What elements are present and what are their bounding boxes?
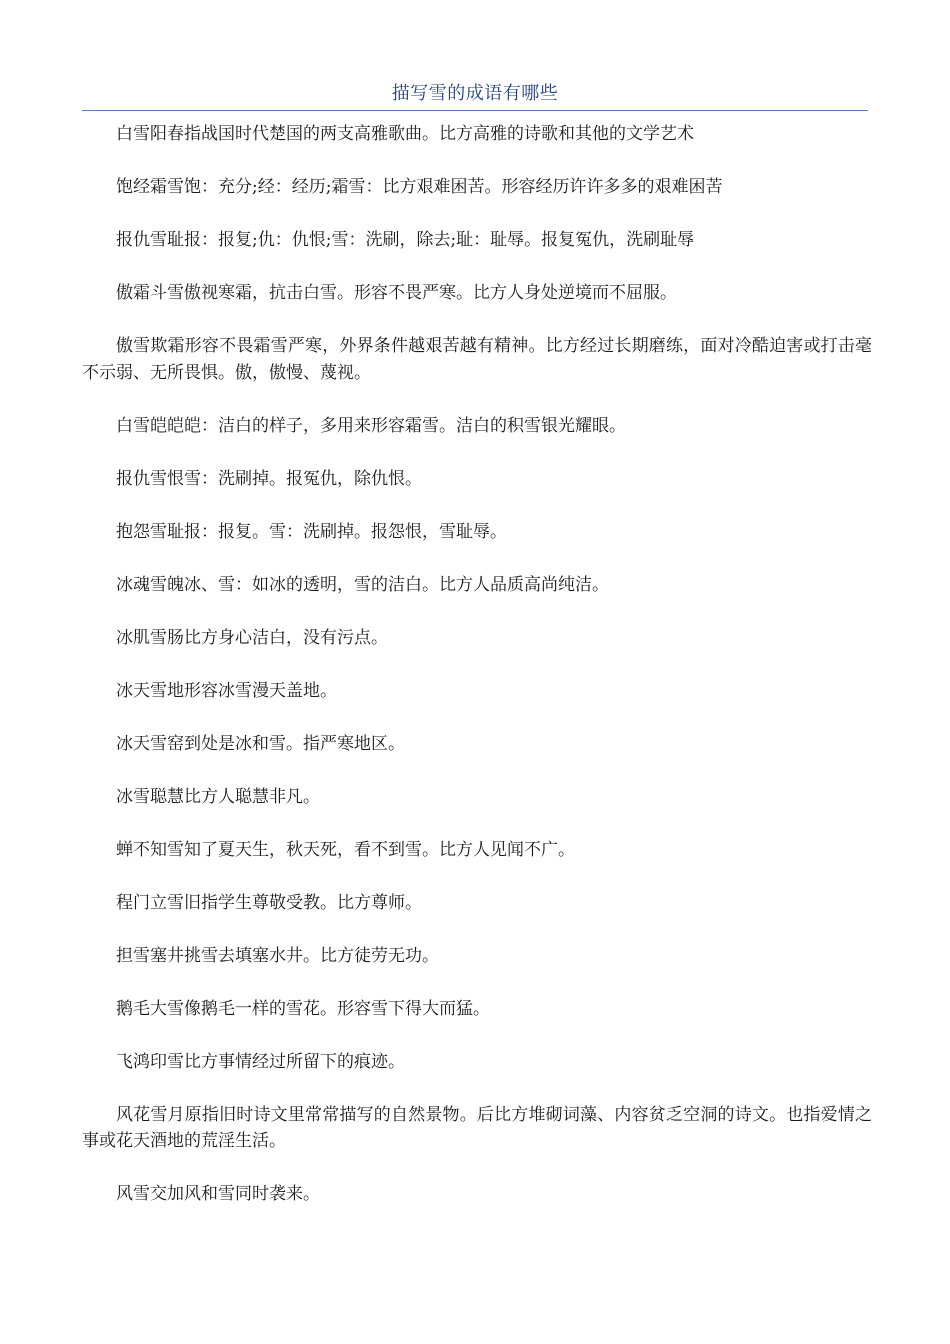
idiom-paragraph-2: 饱经霜雪饱：充分;经：经历;霜雪：比方艰难困苦。形容经历许许多多的艰难困苦	[116, 177, 723, 197]
idiom-paragraph-5: 傲雪欺霜形容不畏霜雪严寒，外界条件越艰苦越有精神。比方经过长期磨练，面对冷酷迫害或打击毫不示弱、无所畏惧。傲，傲慢、蔑视。	[82, 336, 872, 383]
idiom-paragraph-11: 冰天雪地形容冰雪漫天盖地。	[116, 680, 337, 701]
document-body	[82, 121, 872, 1234]
idiom-paragraph-17: 鹅毛大雪像鹅毛一样的雪花。形容雪下得大而猛。	[116, 998, 490, 1019]
idiom-paragraph-1: 白雪阳春指战国时代楚国的两支高雅歌曲。比方高雅的诗歌和其他的文学艺术	[116, 124, 694, 144]
idiom-paragraph-9: 冰魂雪魄冰、雪：如冰的透明，雪的洁白。比方人品质高尚纯洁。	[116, 574, 609, 595]
idiom-paragraph-6: 白雪皑皑皑：洁白的样子，多用来形容霜雪。洁白的积雪银光耀眼。	[116, 415, 626, 436]
idiom-paragraph-18: 飞鸿印雪比方事情经过所留下的痕迹。	[116, 1051, 405, 1072]
idiom-paragraph-12: 冰天雪窑到处是冰和雪。指严寒地区。	[116, 733, 405, 754]
page-title: 描写雪的成语有哪些	[391, 83, 559, 104]
idiom-paragraph-14: 蝉不知雪知了夏天生，秋天死，看不到雪。比方人见闻不广。	[116, 839, 575, 860]
idiom-paragraph-13: 冰雪聪慧比方人聪慧非凡。	[116, 786, 320, 807]
idiom-paragraph-3: 报仇雪耻报：报复;仇：仇恨;雪：洗刷，除去;耻：耻辱。报复冤仇，洗刷耻辱	[116, 230, 695, 250]
idiom-paragraph-7: 报仇雪恨雪：洗刷掉。报冤仇，除仇恨。	[116, 468, 422, 489]
idiom-paragraph-4: 傲霜斗雪傲视寒霜，抗击白雪。形容不畏严寒。比方人身处逆境而不屈服。	[116, 283, 677, 303]
idiom-paragraph-10: 冰肌雪肠比方身心洁白，没有污点。	[116, 627, 388, 648]
page-header	[82, 80, 868, 111]
idiom-paragraph-16: 担雪塞井挑雪去填塞水井。比方徒劳无功。	[116, 945, 439, 966]
idiom-paragraph-19: 风花雪月原指旧时诗文里常常描写的自然景物。后比方堆砌词藻、内容贫乏空洞的诗文。也指爱情之事或花天酒地的荒淫生活。	[82, 1104, 872, 1151]
idiom-paragraph-20: 风雪交加风和雪同时袭来。	[116, 1184, 320, 1204]
idiom-paragraph-15: 程门立雪旧指学生尊敬受教。比方尊师。	[116, 892, 422, 913]
idiom-paragraph-8: 抱怨雪耻报：报复。雪：洗刷掉。报怨恨，雪耻辱。	[116, 521, 507, 542]
